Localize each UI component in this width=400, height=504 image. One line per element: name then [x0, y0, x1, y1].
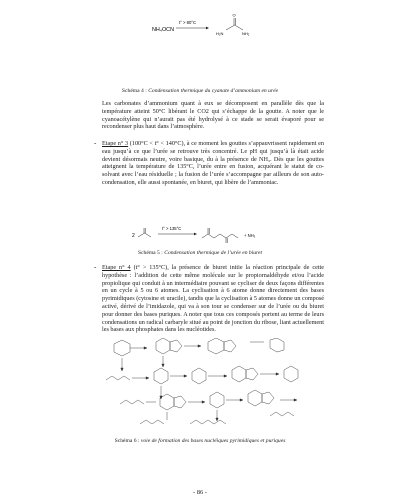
- urea-nh2-right: NH₂: [242, 31, 250, 36]
- scheme6-reaction-network: [100, 338, 310, 430]
- scheme4-reaction: [150, 8, 260, 46]
- page-number: - 86 -: [192, 489, 208, 496]
- scheme4-caption-label: Schéma 4 :: [121, 88, 147, 94]
- scheme5-condition: t° > 135°C: [162, 226, 182, 231]
- scheme5-caption-text: Condensation thermique de l’urée en biuret: [164, 250, 263, 256]
- scheme4-caption: [0, 88, 400, 95]
- step4-label: Etape n° 4: [102, 264, 131, 271]
- scheme4-condition: t° > 80°C: [179, 20, 196, 25]
- urea-nh2-left: H₂N: [216, 31, 224, 36]
- scheme4-reactant: NH₄OCN: [152, 27, 174, 33]
- step3-text: (100°C < t° < 140°C), à ce moment les gouttes s’appauvrissent rapidement en eau jusqu’à ce que l’urée se retrouve très concentré. Le pH qui jusqu’à là était acide devient désormais neutre, voire basique, du à la présence de NH₃. Dès que les gouttes atteignent la température de 135°C, l’urée entre en fusion, acquérant le statut de co-solvant avec l’eau résiduelle ; la fusion de l’urée s’accompagne par ailleurs de son auto-condensation, elle aussi spontanée, en biuret, qui libère de l’ammoniac.: [102, 140, 324, 186]
- scheme6-caption-label: Schéma 6 :: [114, 438, 140, 444]
- step4-bullet: -: [94, 263, 97, 271]
- scheme5-urea: [138, 228, 151, 237]
- scheme6-caption-text: voie de formation des bases nucléiques pyrimidiques et puriques: [140, 438, 286, 444]
- scheme4-caption-text: Condensation thermique du cyanate d’ammonium en urée: [148, 88, 279, 94]
- step3-label: Etape n° 3: [102, 140, 129, 147]
- urea-oxygen: O: [232, 12, 236, 18]
- scheme5-caption: [0, 250, 400, 257]
- scheme6-caption: [0, 438, 400, 445]
- scheme5-caption-label: Schéma 5 :: [137, 250, 163, 256]
- scheme5-ammonia: + NH₃: [244, 233, 256, 238]
- urea-structure: [216, 13, 250, 37]
- scheme5-coef: 2: [132, 233, 135, 239]
- scheme5-reaction: [128, 222, 288, 248]
- step4-paragraph: [102, 264, 324, 334]
- step3-paragraph: [102, 140, 324, 187]
- step4-text: (t° > 135°C), la présence de biuret initie la réaction principale de cette hypothèse : l’addition de cette même molécule sur le propiornaldéhyde et/ou l’acide propiolique qui conduit à un intermédiaire pouvant se cycliser de deux façons différentes en un cycle à 5 ou 6 atomes. La cyclisation à 6 atome donne directement des bases pyrimidiques (cytosine et uracile), tandis que la cyclisation à 5 atomes donne un composé activé, dérivé de l’imidazole, qui va à son tour se condenser sur de l’urée ou du biuret pour donner des bases puriques. A noter que tous ces composés portent au terme de leurs condensations un radical carbaryle situé au point de jonction du ribose, liant actuellement les bases aux phosphates dans les nucléotides.: [102, 264, 325, 334]
- biuret-structure: [202, 228, 238, 243]
- paragraph-carbonates: Les carbonates d’ammonium quant à eux se décomposent en parallèle dès que la température atteint 50°C libérant le CO2 qui s’échappe de la goutte. A noter que le cyanoacétylène qui n’aurait pas été hydrolysé à ce stade se serait évaporé pour se recondenser plus haut dans l’atmosphère.: [102, 100, 324, 131]
- step3-bullet: -: [94, 139, 97, 147]
